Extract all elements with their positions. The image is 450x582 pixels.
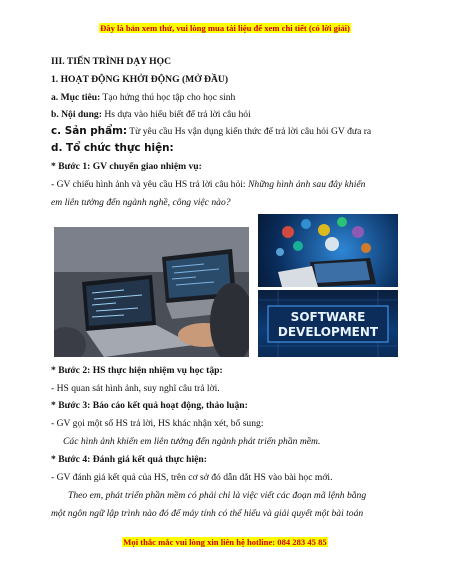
closing-line-1: Theo em, phát triển phần mềm có phải chỉ là việc viết các đoạn mã lệnh bằng bbox=[68, 490, 367, 501]
closing-line-2: một ngôn ngữ lập trình nào đó để máy tính có thể hiểu và giải quyết một bài toán bbox=[51, 508, 364, 519]
software-development-illustration bbox=[258, 290, 398, 357]
step3-text: - GV gọi một số HS trả lời, HS khác nhận xét, bổ sung: bbox=[51, 418, 264, 429]
content-text: Hs dựa vào hiểu biết để trả lời câu hỏi bbox=[101, 109, 251, 120]
step4-title: * Bước 4: Đánh giá kết quả thực hiện: bbox=[51, 454, 207, 465]
content-label: b. Nội dung: bbox=[51, 109, 102, 120]
product-label: c. Sản phẩm: bbox=[51, 125, 128, 137]
product-text: Từ yêu cầu Hs vận dụng kiến thức để trả lời câu hỏi GV đưa ra bbox=[127, 126, 372, 137]
step2-text: - HS quan sát hình ảnh, suy nghĩ câu trả lời. bbox=[51, 383, 220, 394]
content-line bbox=[51, 109, 251, 120]
software-development-photo bbox=[258, 290, 398, 357]
step2-title: * Bước 2: HS thực hiện nhiệm vụ học tập: bbox=[51, 365, 223, 376]
step1-text: - GV chiếu hình ảnh và yêu cầu HS trả lời câu hỏi: bbox=[51, 179, 248, 190]
software-word: SOFTWARE bbox=[290, 310, 366, 324]
digital-icons-photo bbox=[258, 214, 398, 287]
section-title: III. TIẾN TRÌNH DẠY HỌC bbox=[51, 56, 172, 67]
step4-text: - GV đánh giá kết quả của HS, trên cơ sở đó dẫn dắt HS vào bài học mới. bbox=[51, 472, 333, 483]
step1-question: Những hình ảnh sau đây khiến bbox=[248, 179, 366, 190]
coding-laptops-illustration bbox=[54, 227, 249, 357]
step1-text-line bbox=[51, 179, 365, 190]
step1-question-cont: em liên tưởng đến ngành nghề, công việc nào? bbox=[51, 197, 231, 208]
development-word: DEVELOPMENT bbox=[277, 325, 379, 339]
goal-label: a. Mục tiêu: bbox=[51, 92, 101, 103]
step1-title: * Bước 1: GV chuyển giao nhiệm vụ: bbox=[51, 161, 202, 172]
organize-label: d. Tổ chức thực hiện: bbox=[51, 142, 174, 154]
product-line bbox=[51, 126, 371, 137]
preview-banner-text: Đây là bản xem thử, vui lòng mua tài liệu để xem chi tiết (có lời giải) bbox=[100, 23, 350, 33]
step3-title: * Bước 3: Báo cáo kết quả hoạt động, thảo luận: bbox=[51, 400, 248, 411]
organize-line bbox=[51, 143, 174, 154]
goal-text: Tạo hứng thú học tập cho học sinh bbox=[100, 92, 236, 103]
activity-title: 1. HOẠT ĐỘNG KHỞI ĐỘNG (MỞ ĐẦU) bbox=[51, 74, 229, 85]
preview-banner bbox=[0, 23, 450, 33]
hotline-banner bbox=[0, 537, 450, 547]
coding-laptops-photo bbox=[54, 227, 249, 357]
digital-icons-illustration bbox=[258, 214, 398, 287]
hotline-banner-text: Mọi thắc mắc vui lòng xin liên hệ hotline: 084 283 45 85 bbox=[123, 537, 327, 547]
step3-answer: Các hình ảnh khiến em liên tưởng đến ngành phát triển phần mềm. bbox=[63, 436, 321, 447]
goal-line bbox=[51, 92, 235, 103]
